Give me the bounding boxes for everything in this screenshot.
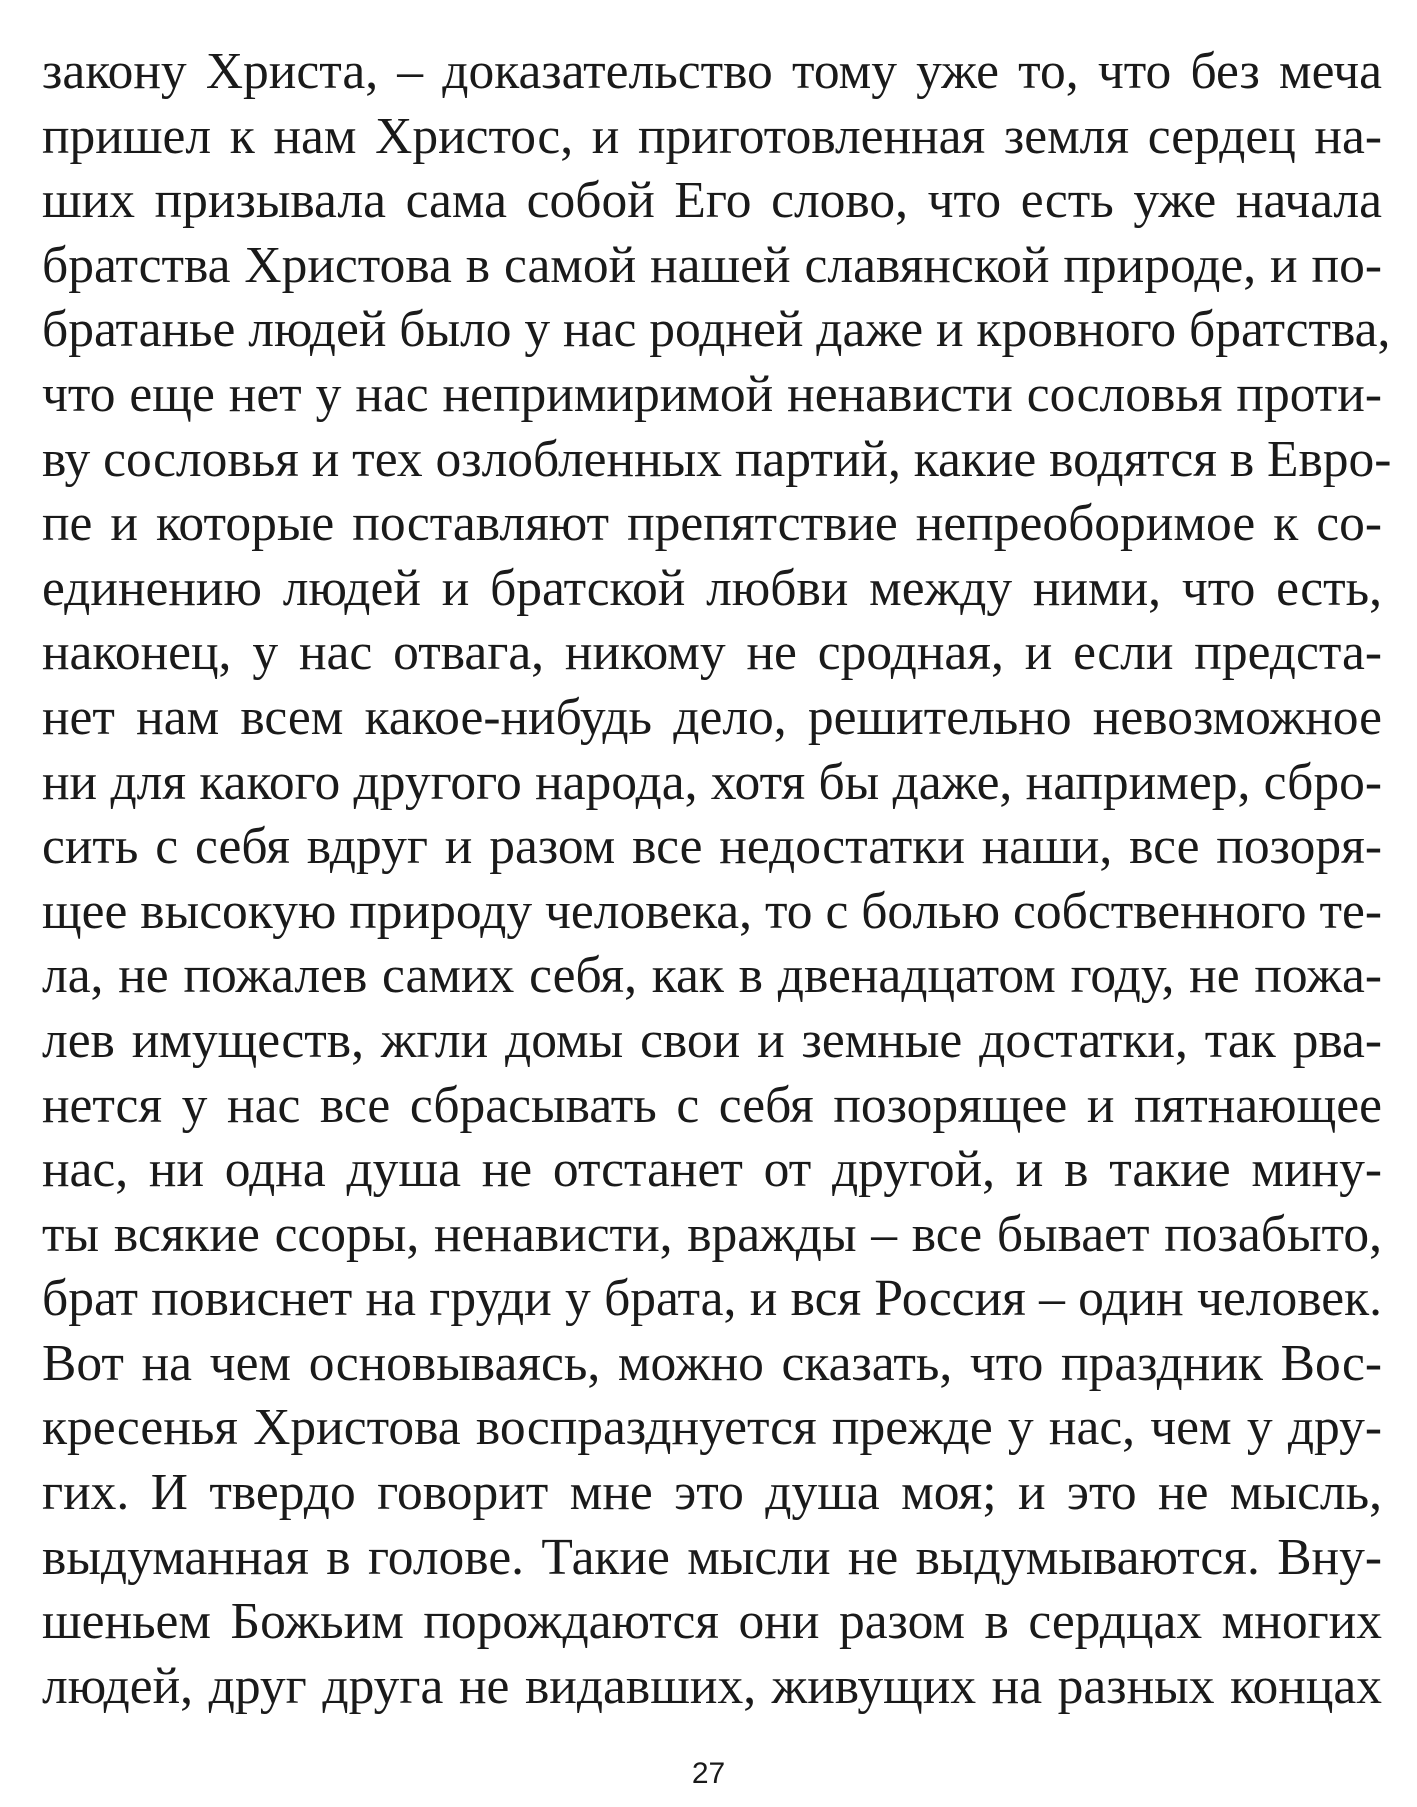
- page-number: 27: [691, 1757, 726, 1790]
- text-line: ты всякие ссоры, ненависти, вражды – все бывает позабыто,: [42, 1205, 1382, 1263]
- text-line: ву сословья и тех озлобленных партий, какие водятся в Евро-: [42, 430, 1392, 488]
- text-line: сить с себя вдруг и разом все недостатки наши, все позоря-: [42, 818, 1382, 876]
- text-line: кресенья Христова воспразднуется прежде у нас, чем у дру-: [42, 1399, 1382, 1457]
- text-line: брат повиснет на груди у брата, и вся Россия – один человек.: [42, 1270, 1382, 1328]
- text-line: наконец, у нас отвага, никому не сродная, и если предста-: [42, 624, 1382, 682]
- text-line: ни для какого другого народа, хотя бы даже, например, сбро-: [42, 753, 1382, 811]
- text-line: пришел к нам Христос, и приготовленная земля сердец на-: [42, 107, 1382, 165]
- body-text: [42, 40, 1392, 1719]
- text-line: закону Христа, – доказательство тому уже то, что без меча: [42, 43, 1382, 100]
- text-line: шеньем Божьим порождаются они разом в сердцах многих: [42, 1593, 1382, 1651]
- text-line: братства Христова в самой нашей славянской природе, и по-: [42, 236, 1382, 294]
- text-line: ла, не пожалев самих себя, как в двенадцатом году, не пожа-: [42, 947, 1382, 1005]
- text-line: нет нам всем какое-нибудь дело, решительно невозможное: [42, 688, 1382, 746]
- text-line: единению людей и братской любви между ними, что есть,: [42, 559, 1382, 617]
- text-line: нас, ни одна душа не отстанет от другой, и в такие мину-: [42, 1141, 1382, 1199]
- text-line: братанье людей было у нас родней даже и кровного братства,: [42, 301, 1391, 359]
- text-line: людей, друг друга не видавших, живущих на разных концах: [42, 1657, 1382, 1715]
- text-line: нется у нас все сбрасывать с себя позорящее и пятнающее: [42, 1076, 1382, 1134]
- text-line: выдуманная в голове. Такие мысли не выдумываются. Вну-: [42, 1528, 1382, 1586]
- text-line: ших призывала сама собой Его слово, что есть уже начала: [42, 172, 1382, 230]
- text-line: Вот на чем основываясь, можно сказать, что праздник Вос-: [42, 1334, 1382, 1392]
- text-line: щее высокую природу человека, то с болью собственного те-: [42, 882, 1382, 940]
- text-line: что еще нет у нас непримиримой ненависти сословья проти-: [42, 365, 1382, 423]
- text-line: пе и которые поставляют препятствие непреоборимое к со-: [42, 495, 1382, 553]
- text-line: лев имуществ, жгли домы свои и земные достатки, так рва-: [42, 1011, 1382, 1069]
- text-line: гих. И твердо говорит мне это душа моя; и это не мысль,: [42, 1464, 1382, 1522]
